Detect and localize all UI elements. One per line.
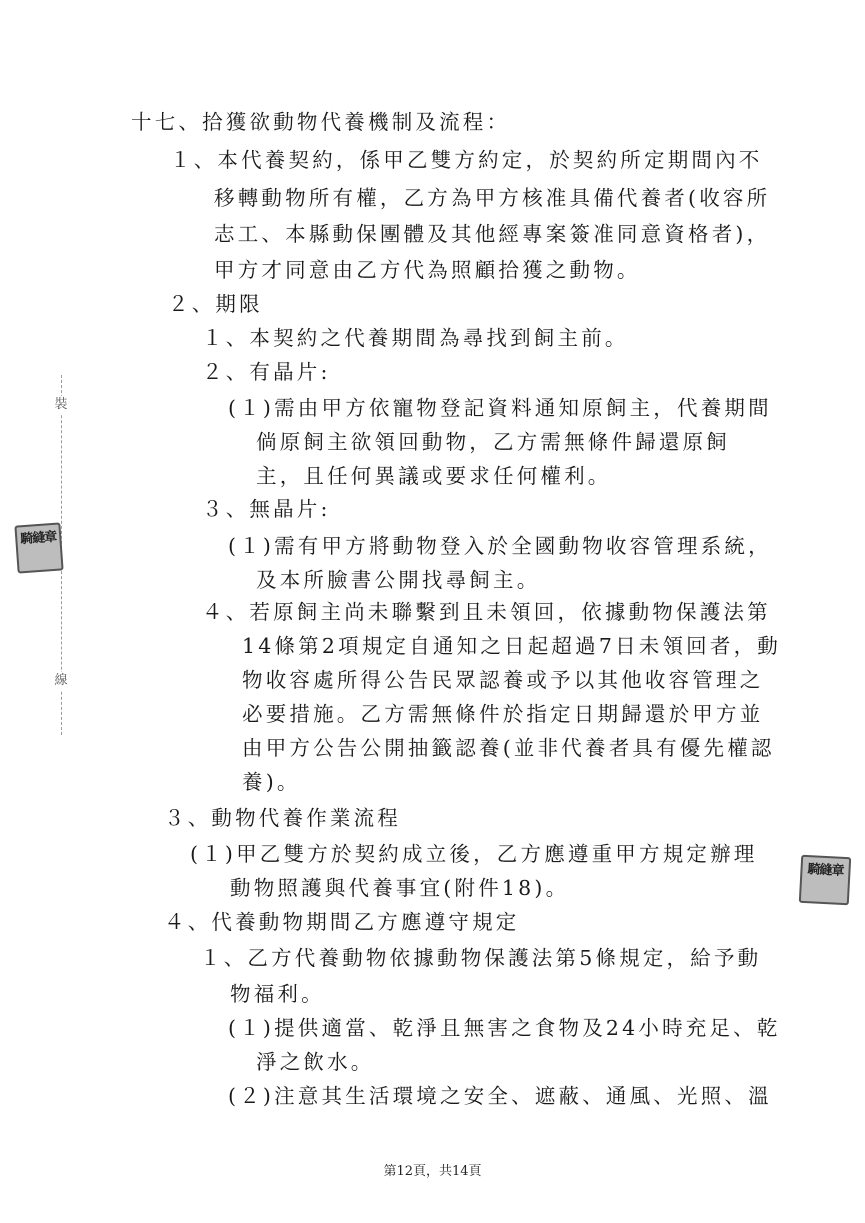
page-number-footer: 第12頁，共14頁 (383, 1164, 482, 1179)
item-2-2-1-cont: 倘原飼主欲領回動物，乙方需無條件歸還原飼 (256, 430, 730, 454)
item-2-3-1: (１)需有甲方將動物登入於全國動物收容管理系統， (228, 534, 772, 558)
section-heading-17: 十七、拾獲欲動物代養機制及流程： (131, 110, 511, 134)
item-3-heading: ３、動物代養作業流程 (164, 806, 401, 830)
seam-stamp-left (14, 522, 63, 573)
item-2-4: ４、若原飼主尚未聯繫到且未領回，依據動物保護法第 (202, 600, 771, 624)
item-1: １、本代養契約，係甲乙雙方約定，於契約所定期間內不 (170, 148, 763, 172)
item-3-1-cont: 動物照護與代養事宜(附件18)。 (230, 876, 570, 900)
item-2-4-cont: 必要措施。乙方需無條件於指定日期歸還於甲方並 (242, 702, 764, 726)
item-2-4-cont: 由甲方公告公開抽籤認養(並非代養者具有優先權認 (242, 736, 775, 760)
item-2-4-cont: 14條第2項規定自通知之日起超過7日未領回者，動 (242, 634, 781, 658)
item-2-2-1: (１)需由甲方依寵物登記資料通知原飼主，代養期間 (228, 396, 772, 420)
item-1-cont: 志工、本縣動保團體及其他經專案簽准同意資格者)， (214, 222, 771, 246)
item-3-1: (１)甲乙雙方於契約成立後，乙方應遵重甲方規定辦理 (190, 842, 758, 866)
binding-mark-top: 裝 (52, 396, 70, 414)
item-4-1-2: (２)注意其生活環境之安全、遮蔽、通風、光照、溫 (228, 1084, 772, 1108)
item-2-2-1-cont: 主，且任何異議或要求任何權利。 (256, 464, 612, 488)
item-1-cont: 移轉動物所有權，乙方為甲方核准具備代養者(收容所 (214, 186, 771, 210)
item-1-cont: 甲方才同意由乙方代為照顧拾獲之動物。 (214, 258, 641, 282)
item-2-2-heading: ２、有晶片: (202, 360, 331, 384)
item-2-3-1-cont: 及本所臉書公開找尋飼主。 (256, 568, 541, 592)
item-4-1-1-cont: 淨之飲水。 (256, 1050, 375, 1074)
item-2-1: １、本契約之代養期間為尋找到飼主前。 (202, 326, 629, 350)
seam-stamp-right (799, 855, 851, 906)
item-4-1-cont: 物福利。 (230, 982, 325, 1006)
item-4-1: １、乙方代養動物依據動物保護法第5條規定，給予動 (200, 946, 762, 970)
binding-mark-bottom: 線 (52, 672, 70, 690)
item-4-1-1: (１)提供適當、乾淨且無害之食物及24小時充足、乾 (228, 1016, 781, 1040)
item-2-4-cont: 養)。 (242, 770, 301, 794)
seam-stamp-right-text: 騎縫章 (807, 862, 844, 879)
seam-stamp-left-text: 騎縫章 (19, 529, 57, 548)
item-2-heading: ２、期限 (168, 292, 263, 316)
item-4-heading: ４、代養動物期間乙方應遵守規定 (164, 910, 520, 934)
item-2-3-heading: ３、無晶片: (202, 497, 331, 521)
item-2-4-cont: 物收容處所得公告民眾認養或予以其他收容管理之 (242, 668, 764, 692)
